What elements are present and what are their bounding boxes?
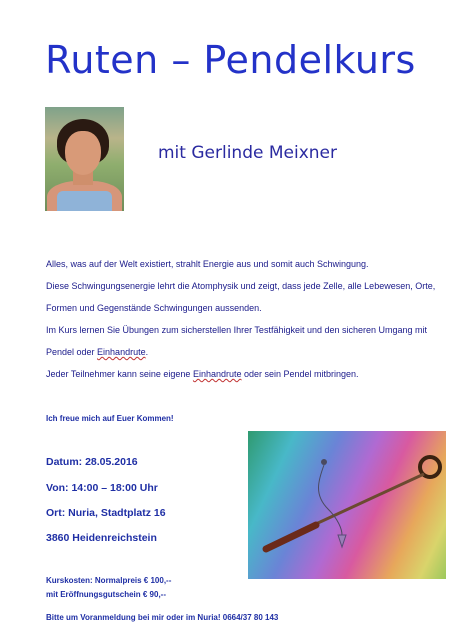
paragraph-line-2: Diese Schwingungsenergie lehrt die Atomphysik und zeigt, dass jede Zelle, alle Lebewesen, Orte, (46, 281, 436, 291)
course-time: Von: 14:00 – 18:00 Uhr (46, 482, 158, 494)
course-city: 3860 Heidenreichstein (46, 532, 157, 544)
portrait-photo (45, 107, 124, 211)
page-title: Ruten – Pendelkurs (45, 38, 416, 82)
greeting-text: Ich freue mich auf Euer Kommen! (46, 414, 174, 423)
course-date: Datum: 28.05.2016 (46, 456, 138, 468)
cost-normal: Kurskosten: Normalpreis € 100,-- (46, 576, 172, 585)
underlined-word: Einhandrute (192, 369, 242, 379)
course-location: Ort: Nuria, Stadtplatz 16 (46, 507, 166, 519)
instructor-subtitle: mit Gerlinde Meixner (158, 143, 337, 163)
pendulum-rod-illustration (248, 431, 446, 579)
cost-voucher: mit Eröffnungsgutschein € 90,-- (46, 590, 167, 599)
paragraph-line-1: Alles, was auf der Welt existiert, strahlt Energie aus und somit auch Schwingung. (46, 259, 369, 269)
paragraph-line-5: Pendel oder Einhandrute. (46, 347, 149, 357)
pendulum-rod-photo (248, 431, 446, 579)
paragraph-line-6: Jeder Teilnehmer kann seine eigene Einhandrute oder sein Pendel mitbringen. (46, 369, 359, 379)
registration-note: Bitte um Voranmeldung bei mir oder im Nuria! 0664/37 80 143 (46, 613, 279, 622)
paragraph-line-3: Formen und Gegenstände Schwingungen aussenden. (46, 303, 262, 313)
underlined-word: Einhandrute (97, 347, 146, 357)
paragraph-line-4: Im Kurs lernen Sie Übungen zum sicherstellen Ihrer Testfähigkeit und den sicheren Umgang mit (46, 325, 428, 335)
